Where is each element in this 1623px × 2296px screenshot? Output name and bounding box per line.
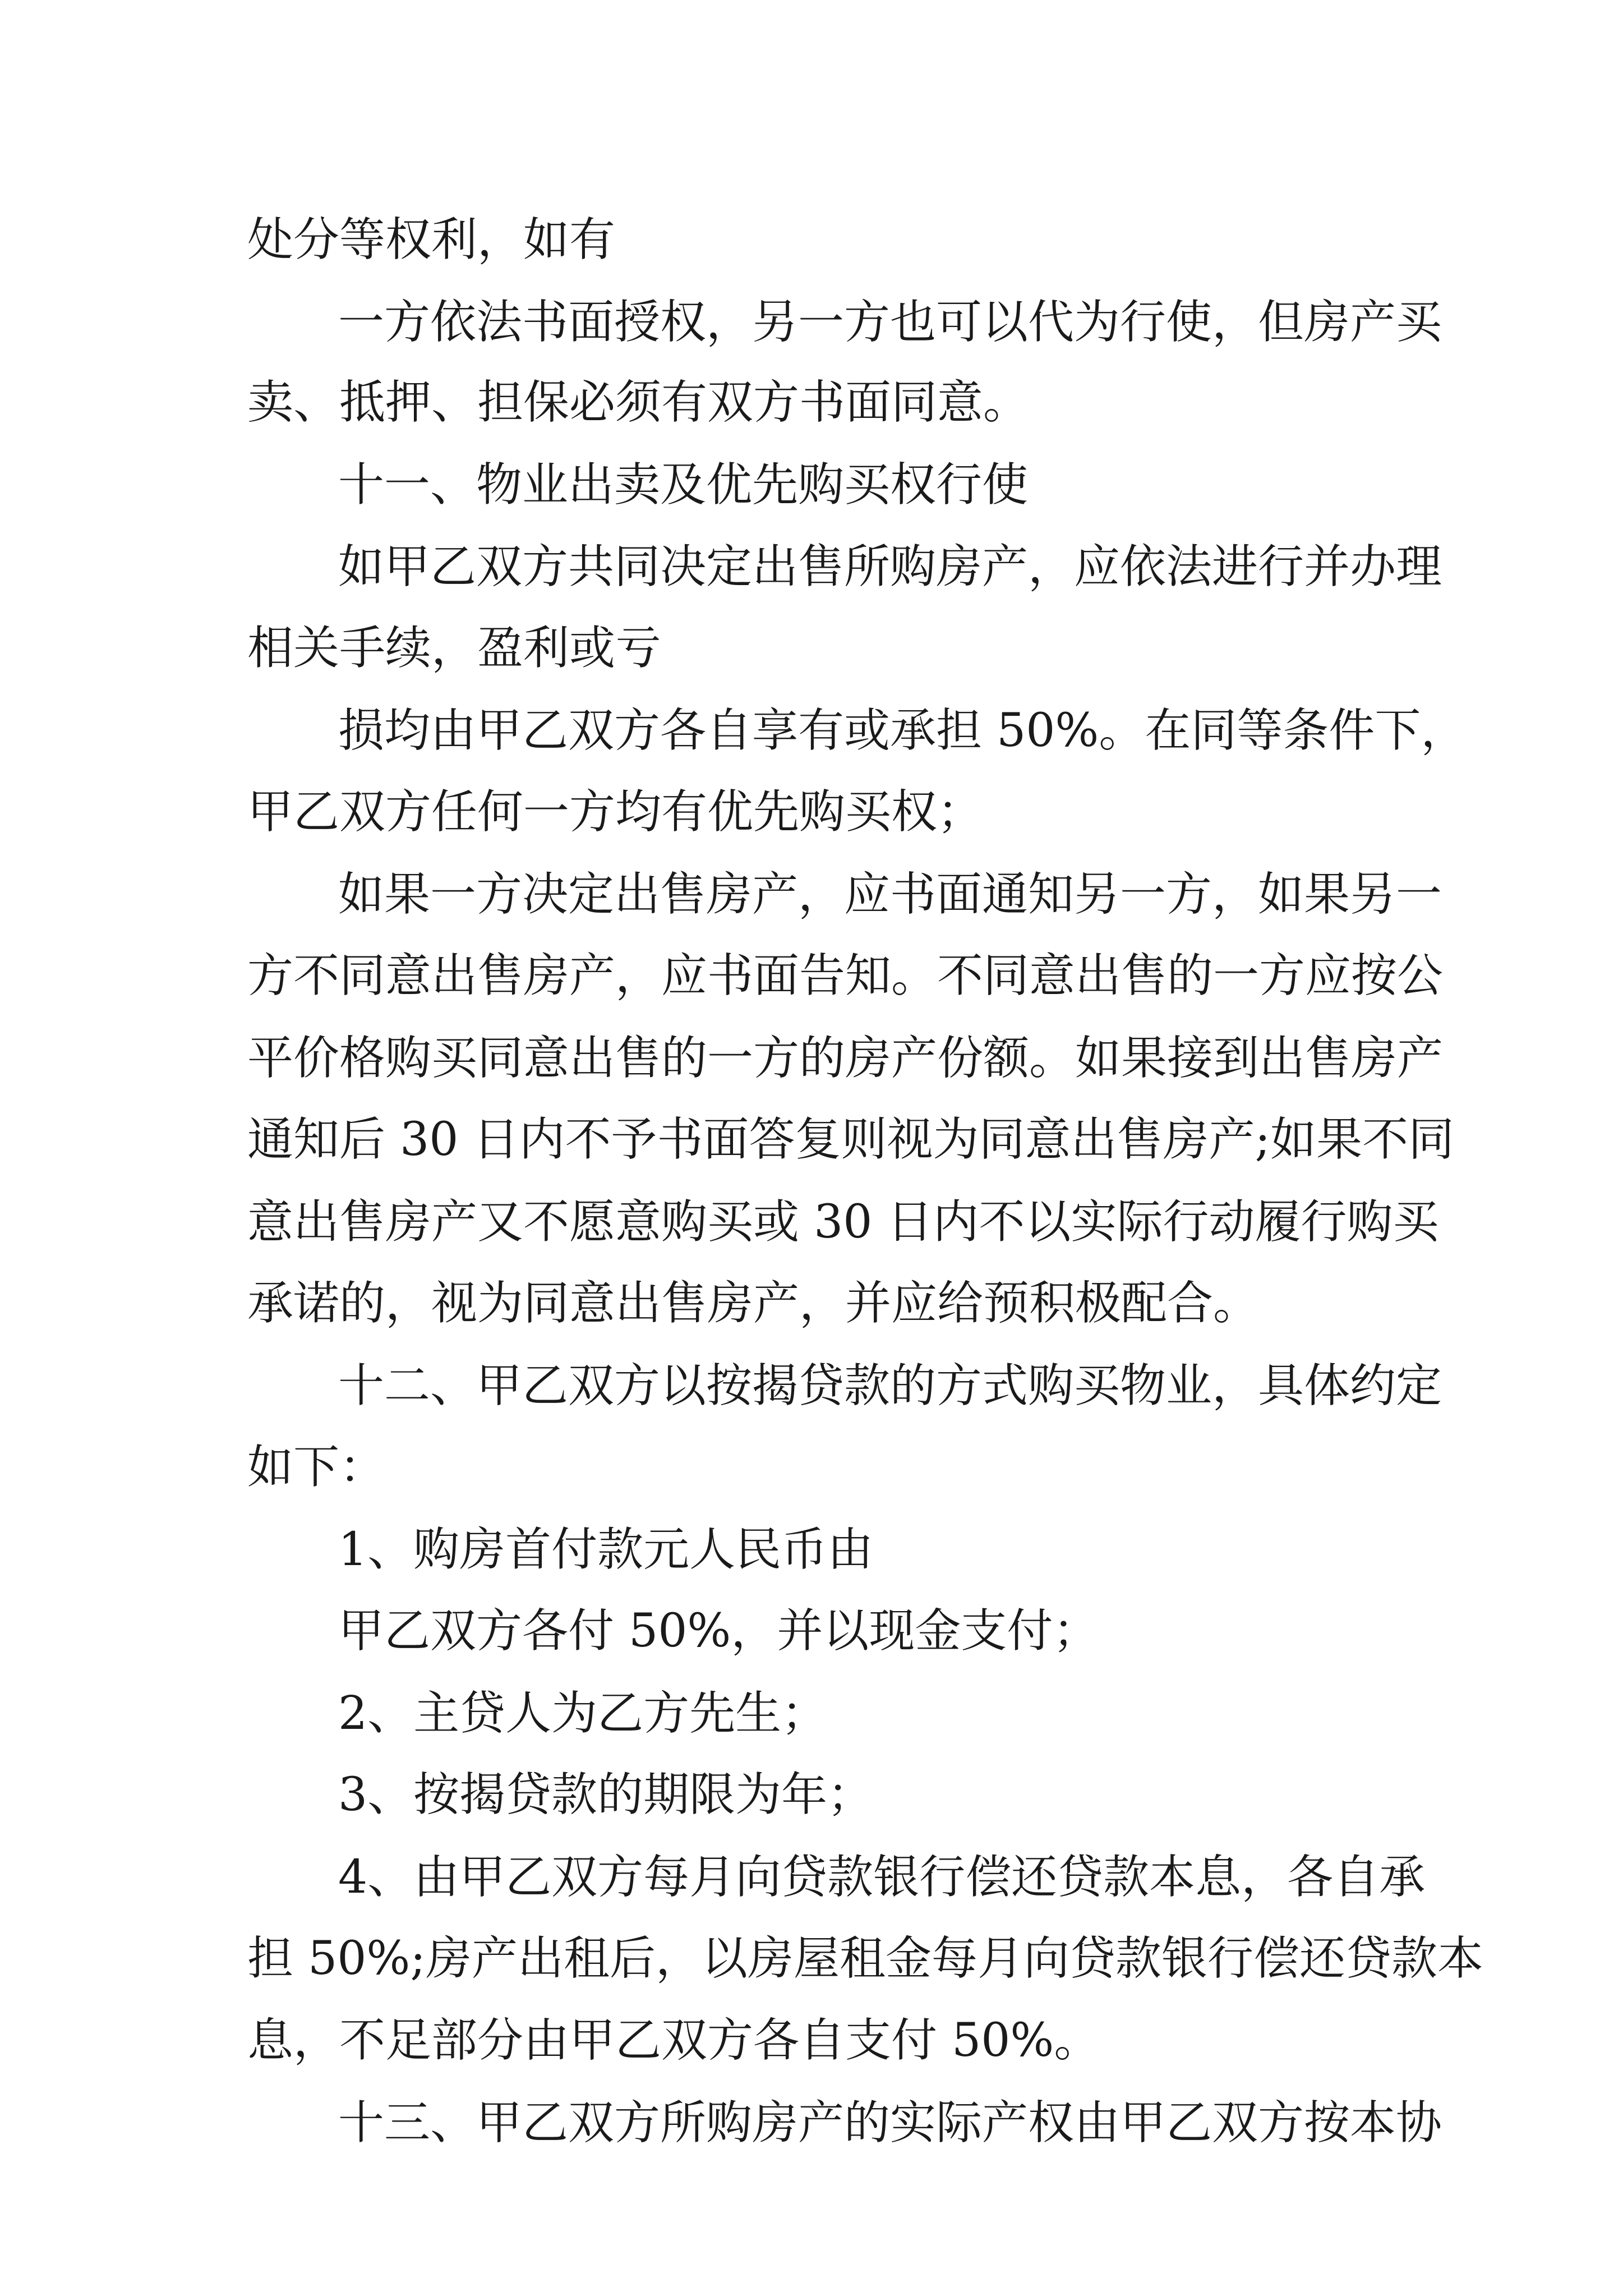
list-item: 4、由甲乙双方每月向贷款银行偿还贷款本息，各自承 — [338, 1851, 1426, 1904]
text-line: 如下： — [247, 1441, 386, 1494]
text-line: 一方依法书面授权，另一方也可以代为行使，但房产买 — [338, 296, 1442, 349]
text-line: 平价格购买同意出售的一方的房产份额。如果接到出售房产 — [247, 1032, 1444, 1085]
text-line: 担 50%;房产出租后，以房屋租金每月向贷款银行偿还贷款本 — [247, 1932, 1483, 1985]
text-line: 承诺的，视为同意出售房产，并应给预积极配合。 — [247, 1277, 1260, 1330]
text-line: 通知后 30 日内不予书面答复则视为同意出售房产;如果不同 — [247, 1113, 1455, 1166]
text-line: 息，不足部分由甲乙双方各自支付 50%。 — [247, 2014, 1100, 2067]
section-heading: 十一、物业出卖及优先购买权行使 — [338, 458, 1029, 512]
text-line: 处分等权利，如有 — [247, 213, 616, 266]
text-line: 相关手续，盈利或亏 — [247, 622, 662, 675]
text-line: 如果一方决定出售房产，应书面通知另一方，如果另一 — [338, 868, 1442, 921]
text-line: 方不同意出售房产，应书面告知。不同意出售的一方应按公 — [247, 949, 1444, 1002]
text-line: 意出售房产又不愿意购买或 30 日内不以实际行动履行购买 — [247, 1195, 1439, 1249]
text-line: 甲乙双方各付 50%，并以现金支付； — [338, 1604, 1099, 1658]
text-line: 如甲乙双方共同决定出售所购房产，应依法进行并办理 — [338, 540, 1442, 593]
list-item: 2、主贷人为乙方先生； — [338, 1687, 828, 1740]
text-line: 甲乙双方任何一方均有优先购买权； — [247, 785, 984, 839]
text-line: 卖、抵押、担保必须有双方书面同意。 — [247, 376, 1030, 429]
section-heading: 十三、甲乙双方所购房产的实际产权由甲乙双方按本协 — [338, 2096, 1442, 2150]
section-heading: 十二、甲乙双方以按揭贷款的方式购买物业，具体约定 — [338, 1359, 1442, 1412]
list-item: 1、购房首付款元人民币由 — [338, 1523, 874, 1576]
list-item: 3、按揭贷款的期限为年； — [338, 1768, 874, 1821]
text-line: 损均由甲乙双方各自享有或承担 50%。在同等条件下， — [338, 704, 1467, 757]
